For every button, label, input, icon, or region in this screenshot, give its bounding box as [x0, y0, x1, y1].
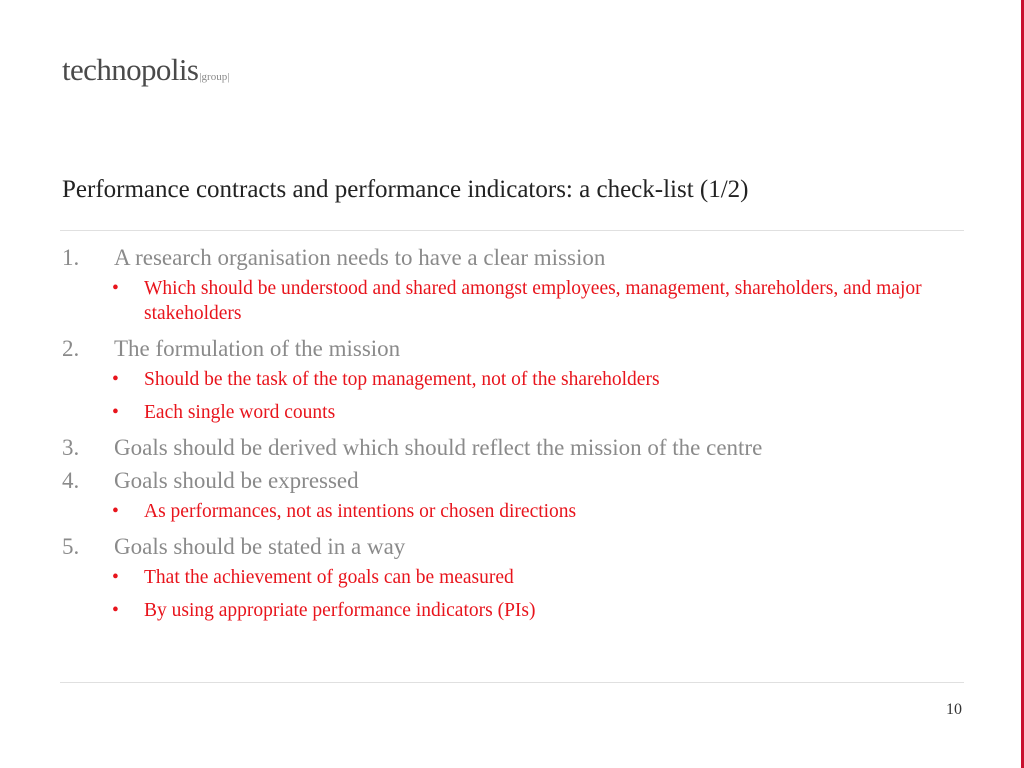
item-number: 2. [62, 336, 80, 361]
checklist [62, 241, 962, 629]
slide-title: Performance contracts and performance indicators: a check-list (1/2) [62, 176, 749, 203]
sub-bullet [112, 563, 962, 596]
checklist-item-heading [62, 464, 962, 497]
footer-divider [60, 682, 964, 683]
checklist-item-heading [62, 431, 962, 464]
item-text: Goals should be stated in a way [114, 534, 406, 559]
checklist-item-heading [62, 530, 962, 563]
sub-bullet [112, 274, 962, 332]
sub-bullet-text: As performances, not as intentions or chosen directions [144, 501, 577, 522]
item-number: 3. [62, 435, 80, 460]
item-number: 1. [62, 245, 80, 270]
sub-bullet-text: Each single word counts [144, 402, 336, 423]
bullet-dot-icon: • [112, 567, 119, 588]
item-text: A research organisation needs to have a clear mission [114, 245, 606, 270]
sub-bullet [112, 398, 962, 431]
sub-bullet-text: Should be the task of the top management, not of the shareholders [144, 369, 660, 390]
sub-bullet [112, 365, 962, 398]
item-text: The formulation of the mission [114, 336, 401, 361]
sub-bullet-text: That the achievement of goals can be measured [144, 567, 514, 588]
title-divider [60, 230, 964, 231]
checklist-item-1 [62, 241, 962, 332]
page-number: 10 [946, 701, 962, 718]
item-number: 5. [62, 534, 80, 559]
checklist-item-heading [62, 332, 962, 365]
bullet-dot-icon: • [112, 501, 119, 522]
sub-bullet-text: By using appropriate performance indicators (PIs) [144, 600, 536, 621]
checklist-item-5 [62, 530, 962, 629]
bullet-dot-icon: • [112, 402, 119, 423]
bullet-dot-icon: • [112, 278, 119, 299]
checklist-item-4 [62, 464, 962, 530]
checklist-item-2 [62, 332, 962, 431]
brand-suffix: |group| [199, 71, 230, 83]
bullet-dot-icon: • [112, 369, 119, 390]
checklist-item-heading [62, 241, 962, 274]
bullet-dot-icon: • [112, 600, 119, 621]
brand-logo [62, 52, 229, 88]
item-text: Goals should be expressed [114, 468, 359, 493]
checklist-item-3 [62, 431, 962, 464]
item-number: 4. [62, 468, 80, 493]
sub-bullet-text: Which should be understood and shared amongst employees, management, shareholders, and major stakeholders [144, 278, 922, 324]
item-text: Goals should be derived which should reflect the mission of the centre [114, 435, 763, 460]
brand-name: technopolis [62, 52, 199, 87]
sub-bullet [112, 596, 962, 629]
sub-bullet [112, 497, 962, 530]
